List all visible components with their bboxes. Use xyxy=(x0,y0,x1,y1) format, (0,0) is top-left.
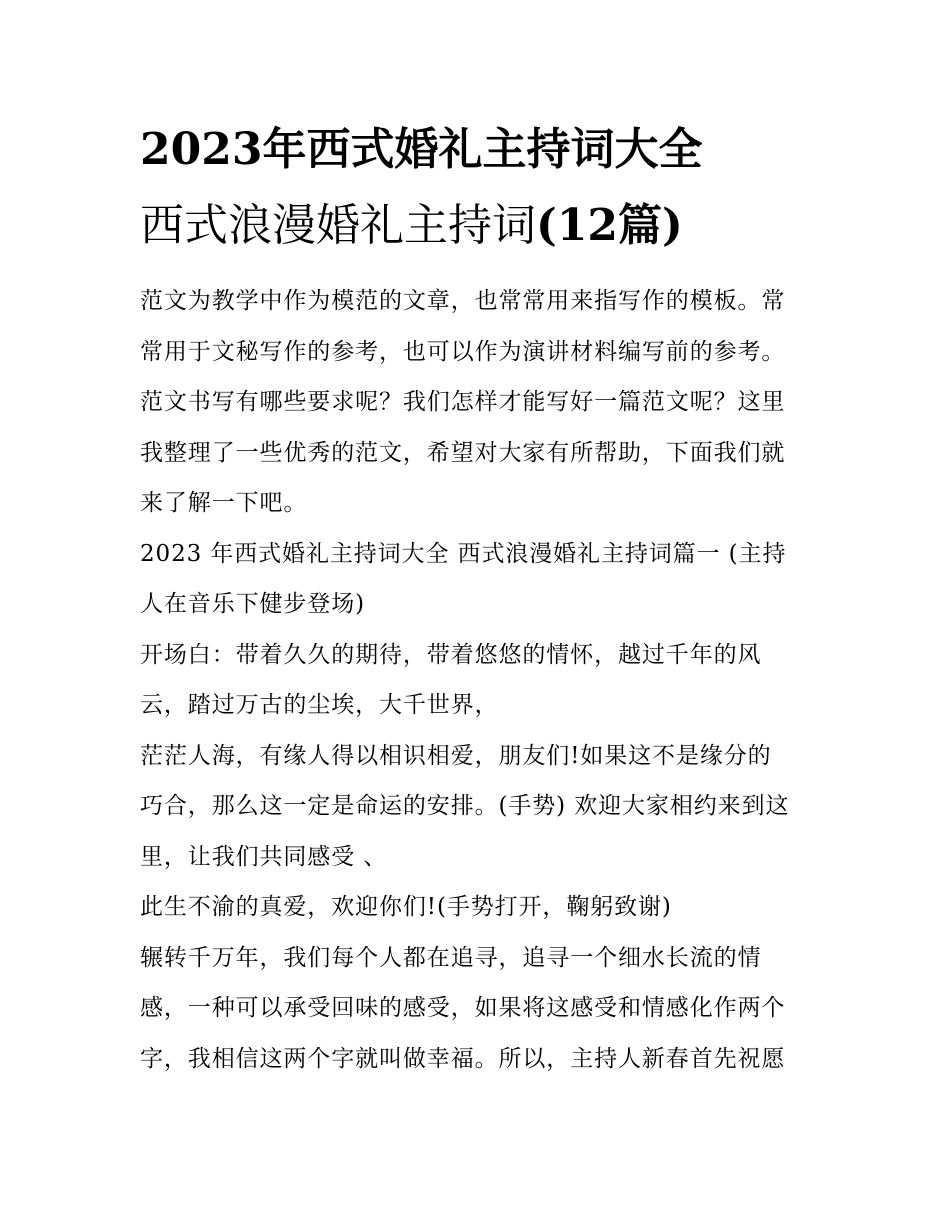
title-line-1: 2023年西式婚礼主持词大全 xyxy=(140,124,703,175)
body-line: 辗转千万年，我们每个人都在追寻，追寻一个细水长流的情 xyxy=(140,944,762,971)
title-line-2 xyxy=(140,188,840,264)
body-line: 来了解一下吧。 xyxy=(140,490,308,516)
document-body xyxy=(140,276,830,1084)
title-line-2-count: (12篇) xyxy=(536,200,683,251)
body-line: 范文为教学中作为模范的文章，也常常用来指写作的模板。常 xyxy=(140,288,786,314)
body-line: 云，踏过万古的尘埃，大千世界， xyxy=(140,692,499,718)
body-line: 茫茫人海，有缘人得以相识相爱，朋友们!如果这不是缘分的 xyxy=(140,742,772,769)
body-line: 人在音乐下健步登场) xyxy=(140,591,365,617)
document-title xyxy=(140,112,840,264)
body-line: 字，我相信这两个字就叫做幸福。所以，主持人新春首先祝愿 xyxy=(140,1045,786,1072)
body-line: 里，让我们共同感受 、 xyxy=(140,843,388,870)
body-line: 感，一种可以承受回味的感受，如果将这感受和情感化作两个 xyxy=(140,995,786,1021)
body-line: 范文书写有哪些要求呢？我们怎样才能写好一篇范文呢？这里 xyxy=(140,389,786,415)
title-line-2-text: 西式浪漫婚礼主持词 xyxy=(140,200,536,251)
body-line: 常用于文秘写作的参考，也可以作为演讲材料编写前的参考。 xyxy=(140,338,786,365)
body-line: 2023 年西式婚礼主持词大全 西式浪漫婚礼主持词篇一 (主持 xyxy=(140,540,787,567)
body-line: 开场白：带着久久的期待，带着悠悠的情怀，越过千年的风 xyxy=(140,641,762,668)
body-line: 此生不渝的真爱，欢迎你们!(手势打开，鞠躬致谢) xyxy=(140,894,672,920)
body-line: 我整理了一些优秀的范文，希望对大家有所帮助，下面我们就 xyxy=(140,439,786,466)
body-line: 巧合，那么这一定是命运的安排。(手势) 欢迎大家相约来到这 xyxy=(140,793,790,819)
